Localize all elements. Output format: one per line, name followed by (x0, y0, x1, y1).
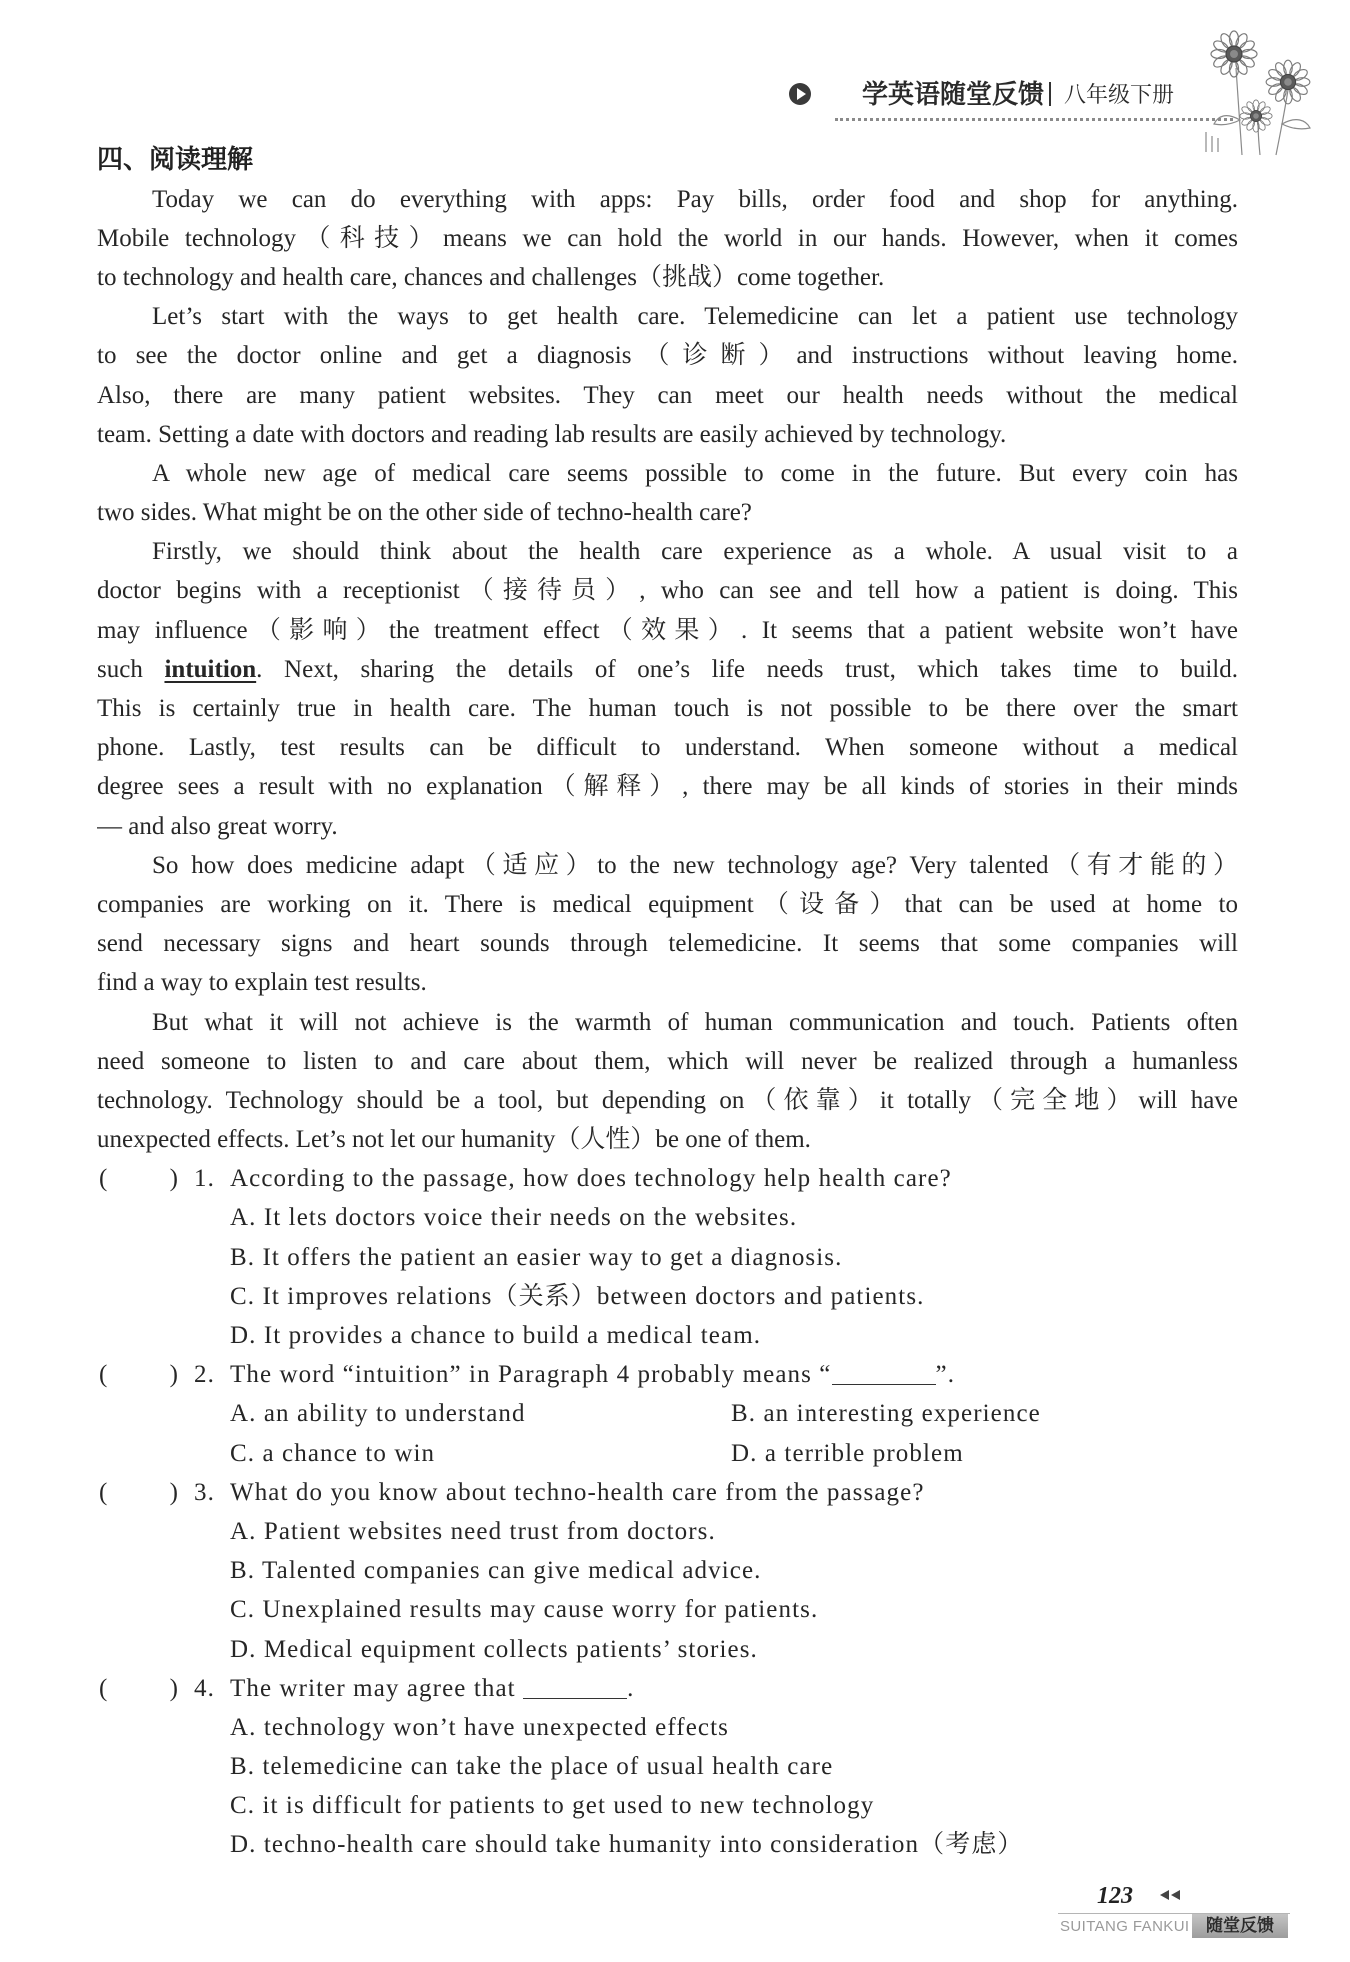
answer-blank (832, 1360, 936, 1385)
question-2 (97, 1355, 1238, 1473)
question-number: 3. (194, 1478, 215, 1506)
option-b: B. an interesting experience (731, 1400, 1041, 1428)
passage-line: companies are working on it. There is medical equipment（设备）that can be used at home to (97, 890, 1238, 918)
answer-bracket (99, 1473, 179, 1512)
question-4 (97, 1669, 1238, 1865)
bracket-close: ) (169, 1165, 179, 1193)
option-c: C. a chance to win (230, 1439, 436, 1467)
passage-line: to technology and health care, chances and challenges（挑战）come together. (97, 263, 885, 291)
option-d: D. Medical equipment collects patients’ stories. (230, 1635, 758, 1663)
passage-text: . Next, sharing the details of one’s life needs trust, which takes time to build. (256, 655, 1238, 683)
stem-text: The writer may agree that (230, 1674, 524, 1702)
passage-text: such (97, 655, 165, 683)
passage-line: find a way to explain test results. (97, 969, 427, 997)
passage-line: to see the doctor online and get a diagnosis（诊断）and instructions without leaving home. (97, 342, 1238, 370)
passage-line: Also, there are many patient websites. They can meet our health needs without the medical (97, 381, 1238, 409)
question-3 (97, 1473, 1238, 1669)
option-a: A. Patient websites need trust from doctors. (230, 1517, 716, 1545)
question-stem (230, 1669, 634, 1708)
passage-line: So how does medicine adapt（适应）to the new technology age? Very talented（有才能的） (152, 851, 1238, 879)
question-stem: According to the passage, how does technology help health care? (230, 1165, 952, 1193)
passage-line: need someone to listen to and care about them, which will never be realized through a humanless (97, 1047, 1238, 1075)
section-title: 四、阅读理解 (97, 144, 254, 175)
sunflower-decoration-icon (1196, 20, 1336, 160)
passage-line: unexpected effects. Let’s not let our humanity（人性）be one of them. (97, 1126, 811, 1154)
bracket-close: ) (169, 1361, 179, 1389)
answer-bracket (99, 1159, 179, 1198)
stem-text: The word “intuition” in Paragraph 4 probably means “ (230, 1361, 832, 1389)
option-d: D. It provides a chance to build a medical team. (230, 1322, 762, 1350)
question-stem-row (97, 1669, 1238, 1708)
passage-line: may influence（影响）the treatment effect（效果）. It seems that a patient website won’t have (97, 616, 1238, 644)
option-b: B. It offers the patient an easier way to get a diagnosis. (230, 1243, 843, 1271)
question-stem-row (97, 1355, 1238, 1394)
question-stem: What do you know about techno-health care from the passage? (230, 1478, 925, 1506)
passage-line: Today we can do everything with apps: Pay bills, order food and shop for anything. (152, 185, 1238, 213)
answer-blank (523, 1674, 627, 1699)
answer-bracket (99, 1669, 179, 1708)
play-icon (789, 83, 811, 105)
grade-label: 八年级下册 (1064, 82, 1175, 107)
option-row (97, 1434, 1238, 1473)
stem-text: . (627, 1674, 635, 1702)
passage-line: doctor begins with a receptionist（接待员）, who can see and tell how a patient is doing. This (97, 577, 1238, 605)
option-d: D. a terrible problem (731, 1439, 964, 1467)
passage-line: team. Setting a date with doctors and reading lab results are easily achieved by technology. (97, 420, 1007, 448)
option-c: C. It improves relations（关系）between doctors and patients. (230, 1282, 925, 1310)
question-number: 4. (194, 1674, 215, 1702)
passage-line: two sides. What might be on the other side of techno-health care? (97, 499, 752, 527)
passage-line: send necessary signs and heart sounds through telemedicine. It seems that some companies will (97, 930, 1238, 958)
passage-line: Mobile technology（科技）means we can hold the world in our hands. However, when it comes (97, 224, 1238, 252)
passage-line: Let’s start with the ways to get health care. Telemedicine can let a patient use technology (152, 303, 1238, 331)
bracket-close: ) (169, 1478, 179, 1506)
answer-bracket (99, 1355, 179, 1394)
book-title: 学英语随堂反馈 (862, 79, 1045, 109)
bracket-open: ( (99, 1361, 109, 1389)
option-a: A. It lets doctors voice their needs on the websites. (230, 1204, 798, 1232)
stem-text: ”. (935, 1361, 956, 1389)
passage-line: — and also great worry. (97, 812, 338, 840)
passage-line: A whole new age of medical care seems possible to come in the future. But every coin has (152, 459, 1238, 487)
option-a: A. technology won’t have unexpected effects (230, 1713, 729, 1741)
option-d: D. techno-health care should take humanity into consideration（考虑） (230, 1831, 1024, 1859)
passage-line: phone. Lastly, test results can be difficult to understand. When someone without a medical (97, 734, 1238, 762)
option-b: B. telemedicine can take the place of usual health care (230, 1753, 834, 1781)
question-stem-row (97, 1159, 1238, 1198)
option-c: C. Unexplained results may cause worry for patients. (230, 1596, 819, 1624)
passage-line: This is certainly true in health care. The human touch is not possible to be there over the smart (97, 695, 1238, 723)
page-number: 123 (1097, 1883, 1133, 1909)
header-separator (1049, 82, 1051, 106)
brand-label: 随堂反馈 (1192, 1914, 1288, 1938)
passage (97, 180, 1238, 1160)
bracket-open: ( (99, 1478, 109, 1506)
option-a: A. an ability to understand (230, 1400, 526, 1428)
header-dotted-rule (835, 118, 1233, 121)
passage-line (97, 650, 1238, 689)
question-stem-row (97, 1473, 1238, 1512)
passage-line: Firstly, we should think about the health care experience as a whole. A usual visit to a (152, 538, 1238, 566)
option-row (97, 1394, 1238, 1433)
passage-line: degree sees a result with no explanation（解释）, there may be all kinds of stories in their minds (97, 773, 1238, 801)
bracket-open: ( (99, 1165, 109, 1193)
brand-pinyin: SUITANG FANKUI (1060, 1918, 1190, 1935)
double-arrow-icon (1160, 1890, 1188, 1902)
bracket-open: ( (99, 1674, 109, 1702)
bracket-close: ) (169, 1674, 179, 1702)
passage-line: But what it will not achieve is the warmth of human communication and touch. Patients often (152, 1008, 1238, 1036)
question-stem (230, 1355, 955, 1394)
option-c: C. it is difficult for patients to get used to new technology (230, 1792, 875, 1820)
question-1 (97, 1159, 1238, 1355)
question-number: 2. (194, 1361, 215, 1389)
reading-section (97, 140, 1238, 1864)
option-b: B. Talented companies can give medical advice. (230, 1557, 762, 1585)
question-number: 1. (194, 1165, 215, 1193)
keyword-intuition: intuition (164, 655, 257, 683)
passage-line: technology. Technology should be a tool, but depending on（依靠）it totally（完全地）will have (97, 1086, 1238, 1114)
